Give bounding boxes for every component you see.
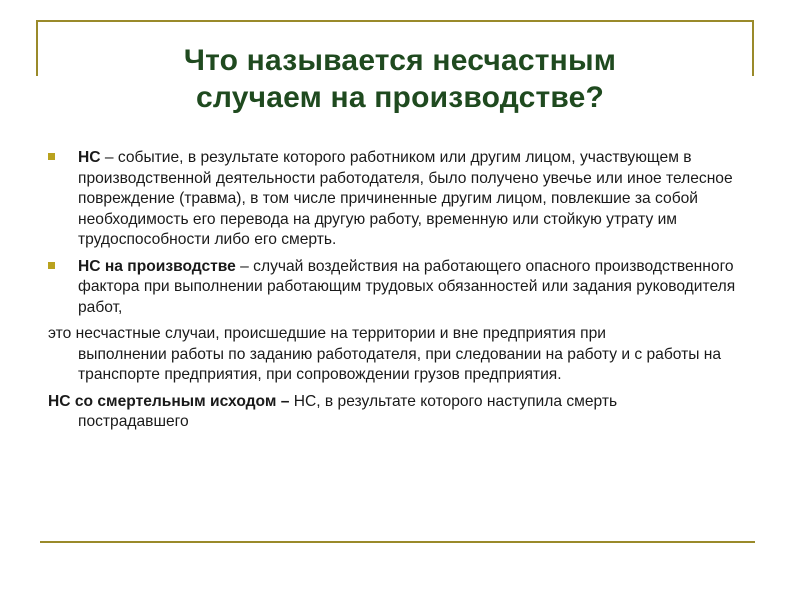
square-bullet-icon (48, 262, 55, 269)
paragraph-first-line: НС, в результате которого наступила смерть (289, 392, 618, 410)
paragraph-first-line: это несчастные случаи, происшедшие на территории и вне предприятия при (48, 325, 606, 342)
frame-left-line (36, 20, 38, 76)
frame-bottom-line (40, 541, 755, 543)
square-bullet-icon (48, 153, 55, 160)
title-line-2: случаем на производстве? (195, 81, 605, 114)
paragraph-fatal (48, 392, 760, 433)
paragraph-term: НС со смертельным исходом – (48, 392, 290, 410)
bullet-term: НС на производстве (78, 257, 236, 275)
paragraph-continuation: выполнении работы по заданию работодателя, при следовании на работу и с работы на транспорте предприятия, при сопровождении грузов предприятия. (78, 345, 722, 383)
bullet-item-ns-production (48, 257, 760, 319)
bullet-text: – событие, в результате которого работником или другим лицом, участвующем в производственной деятельности работодателя, было получено увечье или иное телесное повреждение (травма), в том числе причиненные другим лицом, повлекшие за собой необходимость его перевода на другую работу, временную или стойкую утрату им трудоспособности либо его смерть. (78, 149, 733, 248)
bullet-item-ns (48, 148, 760, 251)
bullet-term: НС (78, 149, 101, 166)
slide-title (40, 42, 760, 116)
frame-top-line (36, 20, 754, 22)
title-line-1: Что называется несчастным (183, 44, 617, 77)
slide-content (48, 148, 760, 439)
bullet-text: – случай воздействия на работающего опасного производственного фактора при выполнении работающим трудовых обязанностей или задания руководителя работ, (78, 257, 736, 316)
paragraph-continuation: пострадавшего (78, 413, 189, 430)
paragraph-accidents (48, 324, 760, 386)
